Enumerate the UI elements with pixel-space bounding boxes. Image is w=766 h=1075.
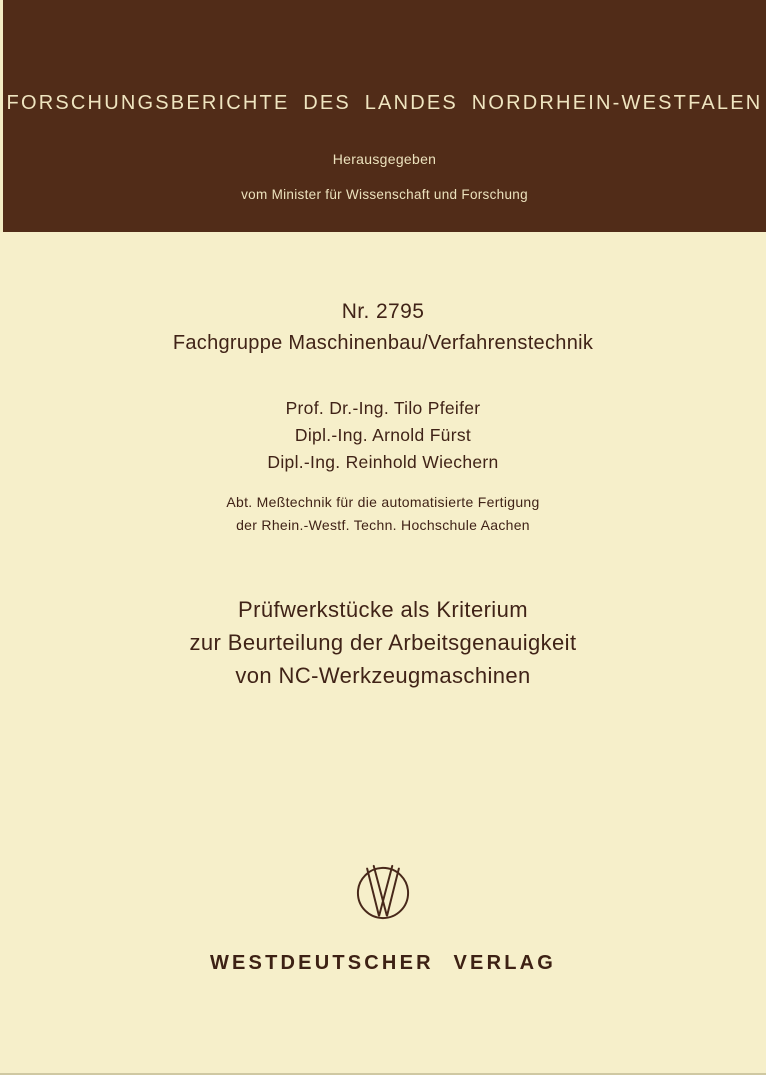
issue-number: Nr. 2795	[341, 300, 425, 323]
publisher-imprint: WESTDEUTSCHER VERLAG	[209, 952, 557, 974]
published-by-label: Herausgegeben	[332, 151, 437, 167]
author-name: Prof. Dr.-Ing. Tilo Pfeifer	[285, 398, 481, 418]
w-in-circle-monogram-icon	[350, 860, 416, 926]
author-name: Dipl.-Ing. Arnold Fürst	[294, 425, 472, 445]
book-title-line: Prüfwerkstücke als Kriterium	[238, 597, 528, 622]
author-name: Dipl.-Ing. Reinhold Wiechern	[267, 452, 499, 472]
authors-block	[0, 395, 766, 476]
series-title: FORSCHUNGSBERICHTE DES LANDES NORDRHEIN-WESTFALEN	[6, 92, 763, 114]
book-title-line: zur Beurteilung der Arbeitsgenauigkeit	[189, 630, 577, 655]
affiliation-line: Abt. Meßtechnik für die automatisierte Fertigung	[226, 494, 540, 510]
book-title-line: von NC-Werkzeugmaschinen	[235, 663, 531, 688]
cover-body	[0, 232, 766, 1075]
publisher-line: vom Minister für Wissenschaft und Forschung	[241, 187, 528, 202]
affiliation-block	[0, 491, 766, 537]
book-title	[0, 593, 766, 692]
publisher-logo	[0, 860, 766, 926]
affiliation-line: der Rhein.-Westf. Techn. Hochschule Aachen	[236, 517, 530, 533]
scan-edge-left	[0, 0, 3, 232]
series-header-band	[3, 0, 766, 232]
issue-group: Fachgruppe Maschinenbau/Verfahrenstechnik	[172, 332, 594, 354]
